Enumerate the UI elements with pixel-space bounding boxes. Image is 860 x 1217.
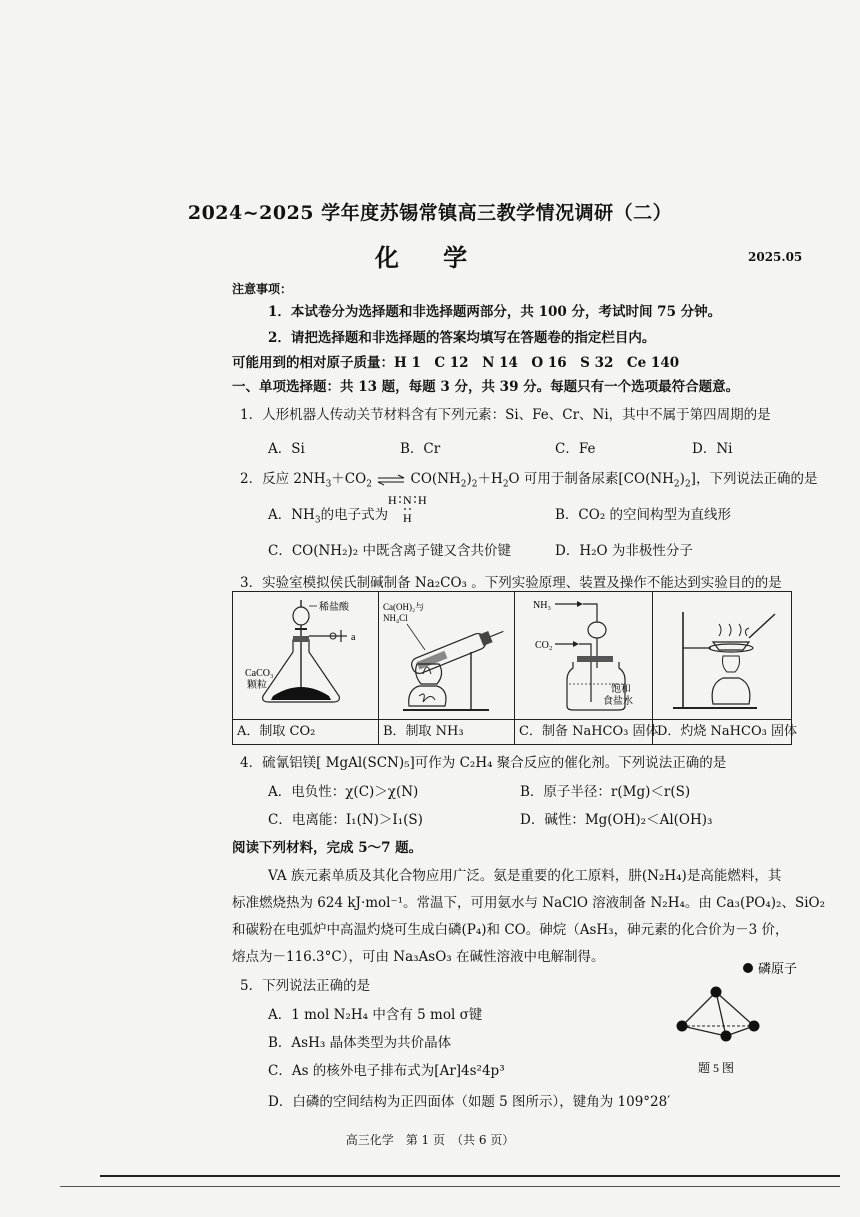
calcination-icon: [653, 592, 791, 720]
apparatus-b-label: B．制取 NH₃: [379, 719, 514, 744]
q5-option-d: D．白磷的空间结构为正四面体（如题 5 图所示），键角为 109°28′: [268, 1094, 671, 1110]
caco3-label: CaCO₃: [245, 668, 274, 679]
footer-rule-secondary: [60, 1186, 840, 1187]
reading-heading: 阅读下列材料，完成 5～7 题。: [232, 840, 423, 856]
subject-title: 化 学: [374, 243, 486, 272]
q4-option-a: A．电负性：χ(C)＞χ(N): [268, 784, 419, 800]
svg-text:H: H: [403, 511, 412, 525]
apparatus-cell-a: [233, 592, 379, 744]
q2-stem: 2．反应 $2NH_3+CO_2$ $CO(NH_2)_2+H_2O$ 可用于制备尿素$[CO(NH_2)_2]$，下列说法正确的是: [240, 471, 818, 490]
apparatus-table: [232, 591, 797, 745]
nh3-electron-dot-icon: [386, 490, 430, 526]
q5-option-b: B．AsH₃ 晶体类型为共价晶体: [268, 1035, 452, 1051]
nh3-inlet-label: NH₃: [533, 600, 551, 611]
exam-title: 2024~2025 学年度苏锡常镇高三教学情况调研（二）: [187, 202, 673, 224]
q4-option-c: C．电离能：I₁(N)＞I₁(S): [268, 812, 423, 828]
notice-item-1: 1．本试卷分为选择题和非选择题两部分，共 100 分，考试时间 75 分钟。: [268, 304, 722, 320]
page-footer: 高三化学 第 1 页 （共 6 页）: [345, 1133, 515, 1147]
apparatus-cell-d: [653, 592, 797, 744]
hcl-label: 稀盐酸: [319, 602, 349, 613]
q4-option-b: B．原子半径：r(Mg)＜r(S): [520, 784, 691, 800]
phosphorus-atom: [677, 1021, 688, 1032]
svg-text:N: N: [403, 493, 412, 507]
phosphorus-atom: [749, 1021, 760, 1032]
q4-stem: 4．硫氰铝镁[ MgAl(SCN)₅]可作为 C₂H₄ 聚合反应的催化剂。下列说法正确的是: [240, 755, 727, 771]
atomic-masses: 可能用到的相对原子质量：H 1 C 12 N 14 O 16 S 32 Ce 140: [232, 355, 680, 371]
phosphorus-atom: [711, 987, 722, 998]
nahco3-preparation-icon: [515, 592, 653, 720]
brine-label-2: 食盐水: [603, 696, 633, 707]
q5-option-a: A．1 mol N₂H₄ 中含有 5 mol σ键: [268, 1007, 483, 1023]
q5-option-c: C．As 的核外电子排布式为[Ar]4s²4p³: [268, 1063, 505, 1079]
apparatus-cell-b: [379, 592, 515, 744]
legend-atom-icon: [743, 963, 753, 973]
q2-option-b: B．CO₂ 的空间构型为直线形: [555, 507, 732, 523]
co2-generator-icon: [233, 592, 379, 720]
reading-line-2: 标准燃烧热为 624 kJ·mol⁻¹。常温下，可用氨水与 NaClO 溶液制备 N₂H₄。由 Ca₃(PO₄)₂、SiO₂: [232, 895, 826, 911]
apparatus-d-label: D．灼烧 NaHCO₃ 固体: [653, 719, 791, 744]
apparatus-cell-c: [515, 592, 659, 744]
nh3-generator-icon: [379, 592, 515, 720]
notice-heading: 注意事项：: [232, 282, 293, 296]
q1-option-b: B．Cr: [400, 441, 441, 457]
co2-inlet-label: CO₂: [535, 640, 553, 651]
q4-option-d: D．碱性：Mg(OH)₂＜Al(OH)₃: [520, 812, 713, 828]
q1-option-a: A．Si: [268, 441, 305, 457]
legend-label: 磷原子: [758, 961, 798, 976]
svg-text:H: H: [388, 493, 397, 507]
q1-stem: 1．人形机器人传动关节材料含有下列元素：Si、Fe、Cr、Ni，其中不属于第四周期的是: [240, 407, 771, 423]
reagent-b-line1: Ca(OH)₂与: [383, 602, 425, 612]
figure-caption: 题 5 图: [698, 1061, 735, 1075]
svg-text:H: H: [418, 493, 427, 507]
brine-label-1: 饱和: [611, 684, 631, 695]
section-heading: 一、单项选择题：共 13 题，每题 3 分，共 39 分。每题只有一个选项最符合题意。: [232, 379, 740, 395]
reading-line-1: VA 族元素单质及其化合物应用广泛。氨是重要的化工原料，肼(N₂H₄)是高能燃料，其: [268, 868, 782, 884]
apparatus-a-label: A．制取 CO₂: [233, 719, 378, 744]
equilibrium-arrow-icon: [376, 474, 406, 486]
reading-line-4: 熔点为－116.3°C），可由 Na₃AsO₃ 在碱性溶液中电解制得。: [232, 949, 605, 965]
white-phosphorus-figure: [660, 954, 798, 1078]
q5-stem: 5．下列说法正确的是: [240, 978, 371, 994]
q2-option-a: A．$NH_3$的电子式为: [268, 507, 389, 526]
reading-line-3: 和碳粉在电弧炉中高温灼烧可生成白磷(P₄)和 CO。砷烷（AsH₃，砷元素的化合价为－3 价，: [232, 922, 789, 938]
q1-option-d: D．Ni: [692, 441, 733, 457]
apparatus-c-label: C．制备 NaHCO₃ 固体: [515, 719, 652, 744]
reagent-b-line2: NH₄Cl: [383, 613, 408, 623]
exam-date: 2025.05: [748, 250, 803, 264]
phosphorus-atom: [721, 1031, 732, 1042]
notice-item-2: 2．请把选择题和非选择题的答案均填写在答题卷的指定栏目内。: [268, 330, 656, 346]
granules-label: 颗粒: [247, 680, 267, 691]
stopcock-label: a: [351, 632, 356, 643]
q1-option-c: C．Fe: [555, 441, 596, 457]
q2-option-c: C．CO(NH₂)₂ 中既含离子键又含共价键: [268, 543, 511, 559]
footer-rule: [100, 1175, 840, 1177]
q2-option-d: D．H₂O 为非极性分子: [555, 543, 693, 559]
q3-stem: 3．实验室模拟侯氏制碱制备 Na₂CO₃ 。下列实验原理、装置及操作不能达到实验目的的是: [240, 575, 782, 591]
